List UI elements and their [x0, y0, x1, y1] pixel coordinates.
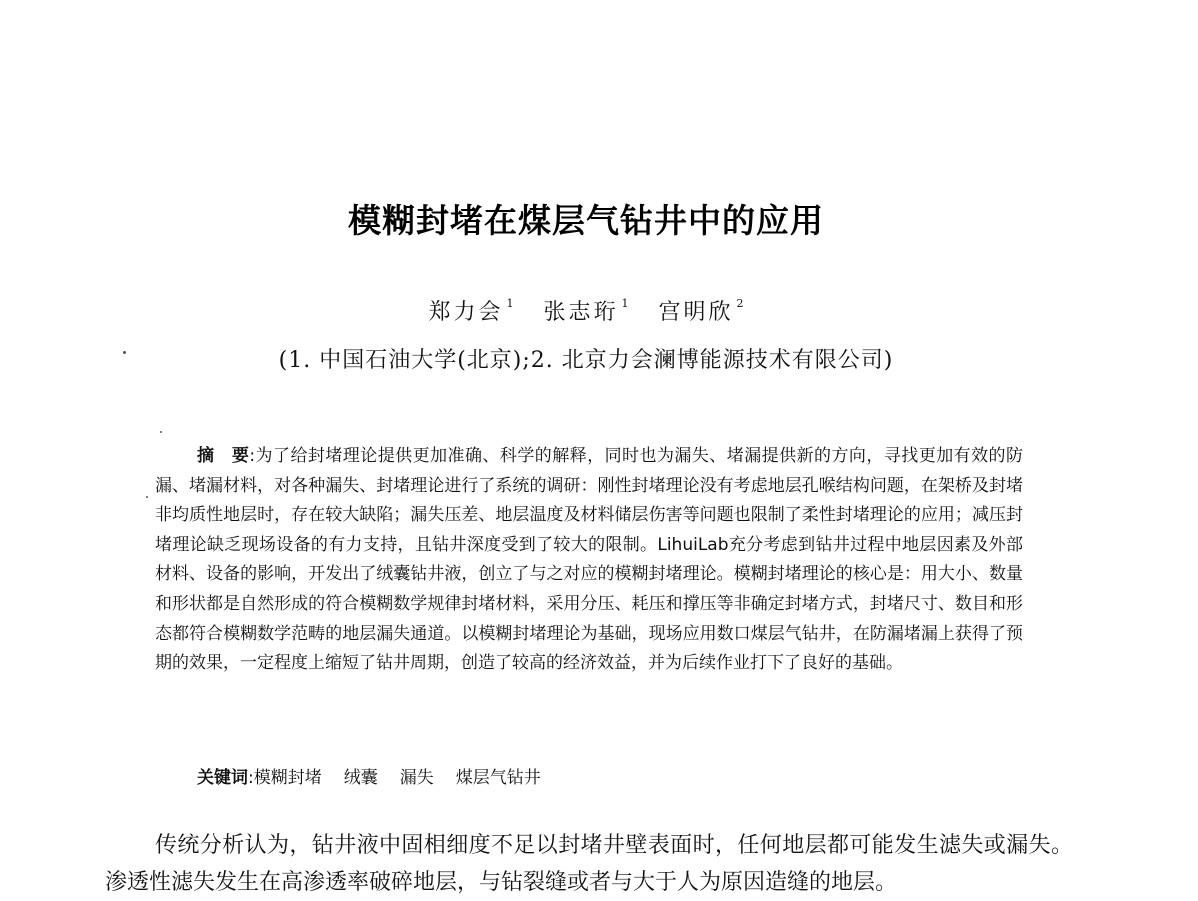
- author-2: [543, 295, 628, 326]
- author-affiliation-mark: 1: [621, 297, 629, 310]
- keyword-item: 绒囊: [343, 768, 378, 788]
- scan-speck: [160, 431, 162, 433]
- abstract: [155, 442, 1023, 679]
- paper-title: 模糊封堵在煤层气钻井中的应用: [348, 201, 824, 240]
- keyword-item: 模糊封堵: [253, 768, 322, 788]
- body-paragraph: 传统分析认为，钻井液中固相细度不足以封堵井壁表面时，任何地层都可能发生滤失或漏失。渗透性滤失发生在高渗透率破碎地层，与钻裂缝或者与大于人为原因造缝的地层。: [105, 833, 1073, 895]
- scan-speck: [123, 351, 126, 354]
- keyword-item: 漏失: [399, 768, 434, 788]
- affiliation-line: (1. 中国石油大学(北京);2. 北京力会澜博能源技术有限公司): [278, 348, 894, 373]
- abstract-text: 为了给封堵理论提供更加准确、科学的解释，同时也为漏失、堵漏提供新的方向，寻找更加有效的防漏、堵漏材料，对各种漏失、封堵理论进行了系统的调研：刚性封堵理论没有考虑地层孔喉结构问题，在架桥及封堵非均质性地层时，存在较大缺陷；漏失压差、地层温度及材料储层伤害等问题也限制了柔性封堵理论的应用；减压封堵理论缺乏现场设备的有力支持，且钻井深度受到了较大的限制。LihuiLab充分考虑到钻井过程中地层因素及外部材料、设备的影响，开发出了绒囊钻井液，创立了与之对应的模糊封堵理论。模糊封堵理论的核心是：用大小、数量和形状都是自然形成的符合模糊数学规律封堵材料，采用分压、耗压和撑压等非确定封堵方式，封堵尺寸、数目和形态都符合模糊数学范畴的地层漏失通道。以模糊封堵理论为基础，现场应用数口煤层气钻井，在防漏堵漏上获得了预期的效果，一定程度上缩短了钻井周期，创造了较高的经济效益，并为后续作业打下了良好的基础。: [155, 446, 1023, 674]
- author-3: [659, 295, 744, 326]
- abstract-label: 摘 要: [197, 446, 250, 466]
- author-list: [0, 295, 1172, 326]
- abstract-separator: :: [249, 446, 256, 466]
- keyword-item: 煤层气钻井: [455, 768, 541, 788]
- author-1: [428, 295, 513, 326]
- author-affiliation-mark: 2: [736, 297, 744, 310]
- keywords-separator: :: [248, 768, 254, 788]
- author-name: 郑力会: [428, 300, 504, 325]
- author-affiliation-mark: 1: [506, 297, 514, 310]
- author-name: 张志珩: [543, 300, 619, 325]
- scan-speck: [146, 496, 148, 498]
- keywords: [197, 763, 1023, 788]
- keywords-label: 关键词: [197, 768, 248, 788]
- author-name: 宫明欣: [658, 300, 734, 325]
